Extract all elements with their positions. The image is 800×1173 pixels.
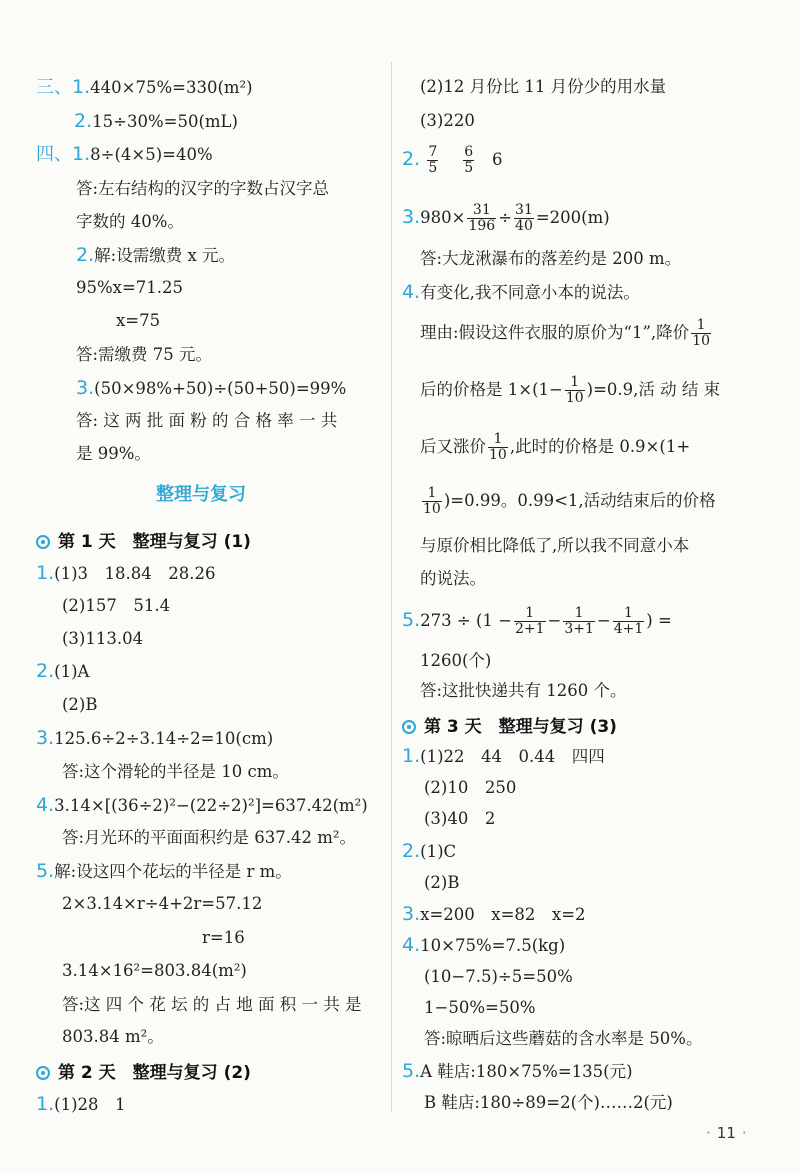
d3-item-5 [402,1060,633,1083]
item-number: 5. [402,1060,421,1082]
fraction: $\frac{31}{40}$ [515,202,533,234]
item-number: 2. [76,244,95,266]
section-label-3: 三、 [36,77,72,98]
answer-line: (2)10 250 [424,778,517,797]
fraction: $\frac{1}{10}$ [565,374,584,406]
page-number [700,1124,753,1142]
answer-line: 答:大龙湫瀑布的落差约是 200 m。 [420,249,682,268]
item-number: 4. [36,794,55,816]
equation-line: x=75 [116,311,161,330]
answer-text: (1)28 1 [54,1095,126,1114]
d3-item-1 [402,745,605,768]
d3-item-2 [402,840,456,863]
answer-line: 答:晾晒后这些蘑菇的含水率是 50%。 [424,1029,703,1048]
equation-line: 3.14×16²=803.84(m²) [62,961,247,980]
item-number: 2. [36,660,55,682]
d2-item-1 [36,1093,126,1116]
answer-line: (2)B [424,873,460,892]
item-4-1 [36,143,213,166]
r-item-4 [402,281,640,304]
dot-icon: · [706,1124,711,1142]
answer-line: (3)113.04 [62,629,144,648]
column-divider [391,62,392,1112]
reason-line: 后又涨价 $\frac{1}{10}$ ,此时的价格是 0.9×(1+ [420,431,691,463]
fraction: $\frac{1}{4+1}$ [613,605,644,637]
item-number: 1. [36,562,55,584]
equation-line: 2×3.14×r÷4+2r=57.12 [62,894,263,913]
section-title: 整理与复习 [156,484,246,505]
answer-text: (1)C [420,842,457,861]
answer-line: 是 99%。 [76,444,151,463]
item-number: 1. [72,76,91,98]
answer-line: B 鞋店:180÷89=2(个)……2(元) [424,1093,673,1112]
d1-item-3 [36,727,273,750]
fraction: $\frac{1}{10}$ [692,317,711,349]
answer-text: (1)A [54,662,90,681]
answer-line: 答:这个滑轮的半径是 10 cm。 [62,762,289,781]
d1-item-1 [36,562,215,585]
equation: (50×98%+50)÷(50+50)=99% [94,379,347,398]
circle-bullet-icon [36,1066,50,1080]
item-3-2 [74,110,238,133]
section-label-4: 四、 [36,144,72,165]
answer-line: (3)220 [420,111,475,130]
equation: 8÷(4×5)=40% [90,145,213,164]
item-number: 3. [402,903,421,925]
item-number: 3. [402,206,421,228]
d1-item-2 [36,660,89,683]
d3-item-4 [402,934,565,957]
d1-item-5 [36,860,292,883]
item-number: 4. [402,934,421,956]
equation-line: r=16 [202,928,245,947]
fraction: $\frac{1}{3+1}$ [564,605,594,637]
r-item-5: 5.273 ÷ (1 − $\frac{1}{2+1}$ − $\frac{1}{3+1}$ − $\frac{1}{4+1}$ ) = [402,605,672,637]
dot-icon: · [741,1124,747,1142]
circle-bullet-icon [402,720,416,734]
equation: 15÷30%=50(mL) [92,112,238,131]
equation-line: 95%x=71.25 [76,278,184,297]
equation: 440×75%=330(m²) [90,78,253,97]
answer-text: x=200 x=82 x=2 [420,905,586,924]
day3-heading [402,712,617,737]
answer-line: (2)157 51.4 [62,596,171,615]
fraction: $\frac{31}{196}$ [468,202,496,234]
answer-text: 有变化,我不同意小本的说法。 [420,283,640,302]
item-4-3 [76,377,346,400]
answer-line: 答: 这 两 批 面 粉 的 合 格 率 一 共 [76,411,338,430]
fraction: $\frac{7}{5}$ [428,144,438,176]
solution-text: 解:设需缴费 x 元。 [94,246,235,265]
reason-line: $\frac{1}{10}$ )=0.99。0.99<1,活动结束后的价格 [423,485,716,517]
item-number: 2. [402,840,421,862]
answer-line: (3)40 2 [424,809,496,828]
answer-line: 答:这 四 个 花 坛 的 占 地 面 积 一 共 是 [62,995,362,1014]
item-number: 2. [402,148,421,170]
answer-line: 803.84 m²。 [62,1027,164,1046]
item-number: 3. [76,377,95,399]
equation-line: 1−50%=50% [424,998,536,1017]
reason-line: 后的价格是 1×(1− $\frac{1}{10}$ )=0.9,活 动 结 束 [420,374,721,406]
circle-bullet-icon [36,535,50,549]
fraction: $\frac{1}{10}$ [423,485,441,517]
answer-line: (2)12 月份比 11 月份少的用水量 [420,77,667,96]
item-number: 1. [402,745,421,767]
item-number: 5. [402,609,421,631]
day3-heading-text: 第 3 天 整理与复习 (3) [424,717,617,737]
equation-line: (10−7.5)÷5=50% [424,967,573,986]
page-number-text: 11 [716,1124,736,1142]
item-3-1 [36,76,253,99]
item-number: 4. [402,281,421,303]
reason-line: 与原价相比降低了,所以我不同意小本 [420,536,690,555]
fraction: $\frac{1}{2+1}$ [514,605,545,637]
r-item-3 [402,203,610,234]
answer-line: 答:左右结构的汉字的字数占汉字总 [76,179,330,198]
reason-line: 的说法。 [420,569,486,588]
equation: 3.14×[(36÷2)²−(22÷2)²]=637.42(m²) [54,796,368,815]
day1-heading-text: 第 1 天 整理与复习 (1) [58,532,251,552]
d1-item-4 [36,794,368,817]
day1-heading [36,527,251,552]
fraction: $\frac{1}{10}$ [489,431,507,463]
equation-part: 980× [420,208,466,227]
answer-text: (1)22 44 0.44 四四 [420,747,605,766]
day2-heading-text: 第 2 天 整理与复习 (2) [58,1063,251,1083]
result-line: 1260(个) [420,651,492,670]
answer-line: 答:需缴费 75 元。 [76,345,213,364]
item-4-2 [76,244,235,267]
day2-heading [36,1058,251,1083]
solution-text: 解:设这四个花坛的半径是 r m。 [54,862,292,881]
answer-text: 6 [491,150,503,169]
answer-line: 答:这批快递共有 1260 个。 [420,681,627,700]
item-number: 1. [72,143,91,165]
answer-line: (2)B [62,695,98,714]
equation: 125.6÷2÷3.14÷2=10(cm) [54,729,274,748]
r-item-2 [402,145,502,176]
item-number: 3. [36,727,55,749]
d3-item-3 [402,903,586,926]
answer-line: 答:月光环的平面面积约是 637.42 m²。 [62,828,357,847]
fraction: $\frac{6}{5}$ [464,144,474,176]
item-number: 5. [36,860,55,882]
item-number: 2. [74,110,93,132]
reason-line: 理由:假设这件衣服的原价为“1”,降价 $\frac{1}{10}$ [420,317,711,349]
equation-part: =200(m) [535,208,610,227]
answer-line: 字数的 40%。 [76,212,184,231]
answer-text: (1)3 18.84 28.26 [54,564,216,583]
item-number: 1. [36,1093,55,1115]
equation: 10×75%=7.5(kg) [420,936,566,955]
equation-part: ÷ [498,208,513,227]
answer-text: A 鞋店:180×75%=135(元) [420,1062,633,1081]
